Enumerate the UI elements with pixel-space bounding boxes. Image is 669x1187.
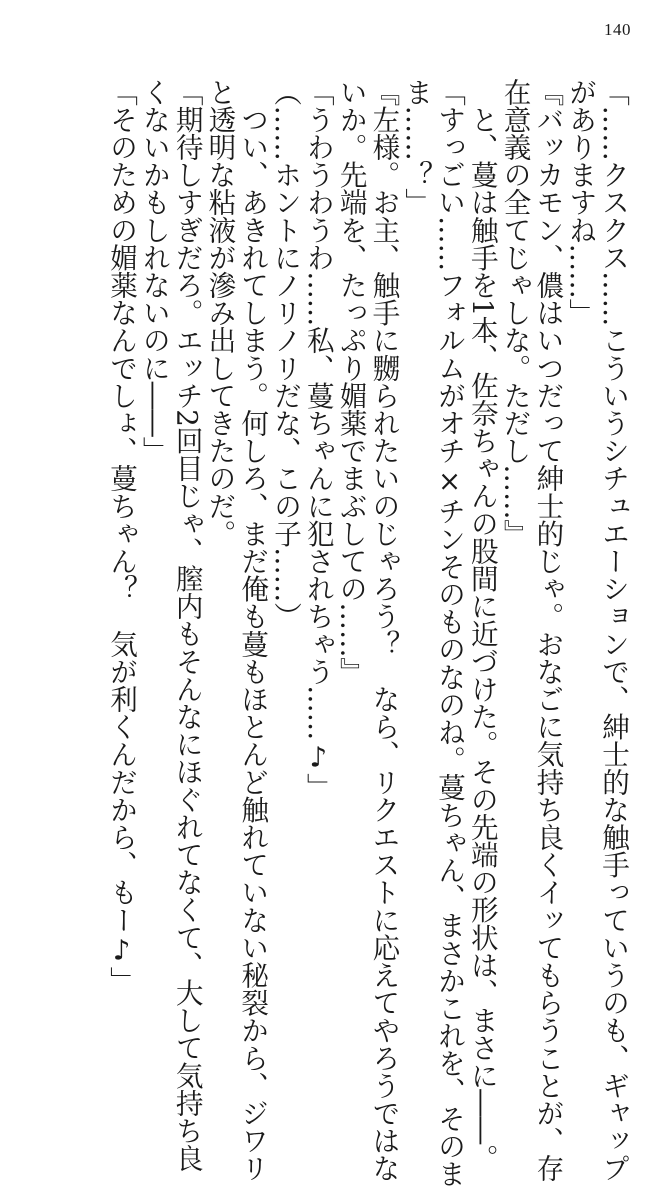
body-text [104,78,630,1187]
text-line: 「そのための媚薬なんでしょ、蔓ちゃん？ 気が利くんだから、もー♪」 [105,78,139,995]
page-number: 140 [604,20,631,39]
text-line: つい、あきれてしまう。何しろ、まだ俺も蔓もほとんど触れていない秘裂から、ジワリ [236,78,270,1182]
text-line: がありますね……」 [564,78,598,327]
text-line: くないかもしれないのに――」 [137,78,171,465]
text-line: 「うわうわうわ……私、蔓ちゃんに犯されちゃう……♪」 [301,78,335,801]
text-line: 「……クスクス……こういうシチュエーションで、紳士的な触手っていうのも、ギャップ [597,78,630,1182]
text-line: と、蔓は触手を1本、佐奈ちゃんの股間に近づけた。その先端の形状は、まさに――。 [465,78,499,1172]
text-line: ま……？」 [400,78,434,216]
text-line: 在意義の全てじゃしな。ただし……』 [498,78,532,548]
text-line: いか。先端を、たっぷり媚薬でまぶしての……』 [334,78,368,686]
text-line: 『左様。お主、触手に嬲られたいのじゃろう？ なら、リクエストに応えてやろうではな [367,78,401,1182]
text-line: 『バッカモン、儂はいつだって紳士的じゃ。おなごに気持ち良くイッてもらうことが、存 [531,78,565,1182]
text-line: と透明な粘液が滲み出してきたのだ。 [203,78,237,548]
text-line: 「すっごい……フォルムがオチ×チンそのものなのね。蔓ちゃん、まさかこれを、そのま [433,78,467,1187]
text-line: （……ホントにノリノリだな、この子……） [269,78,303,630]
text-line: 「期待しすぎだろ。エッチ2回目じゃ、膣内もそんなにほぐれてなくて、大して気持ち良 [170,78,204,1172]
